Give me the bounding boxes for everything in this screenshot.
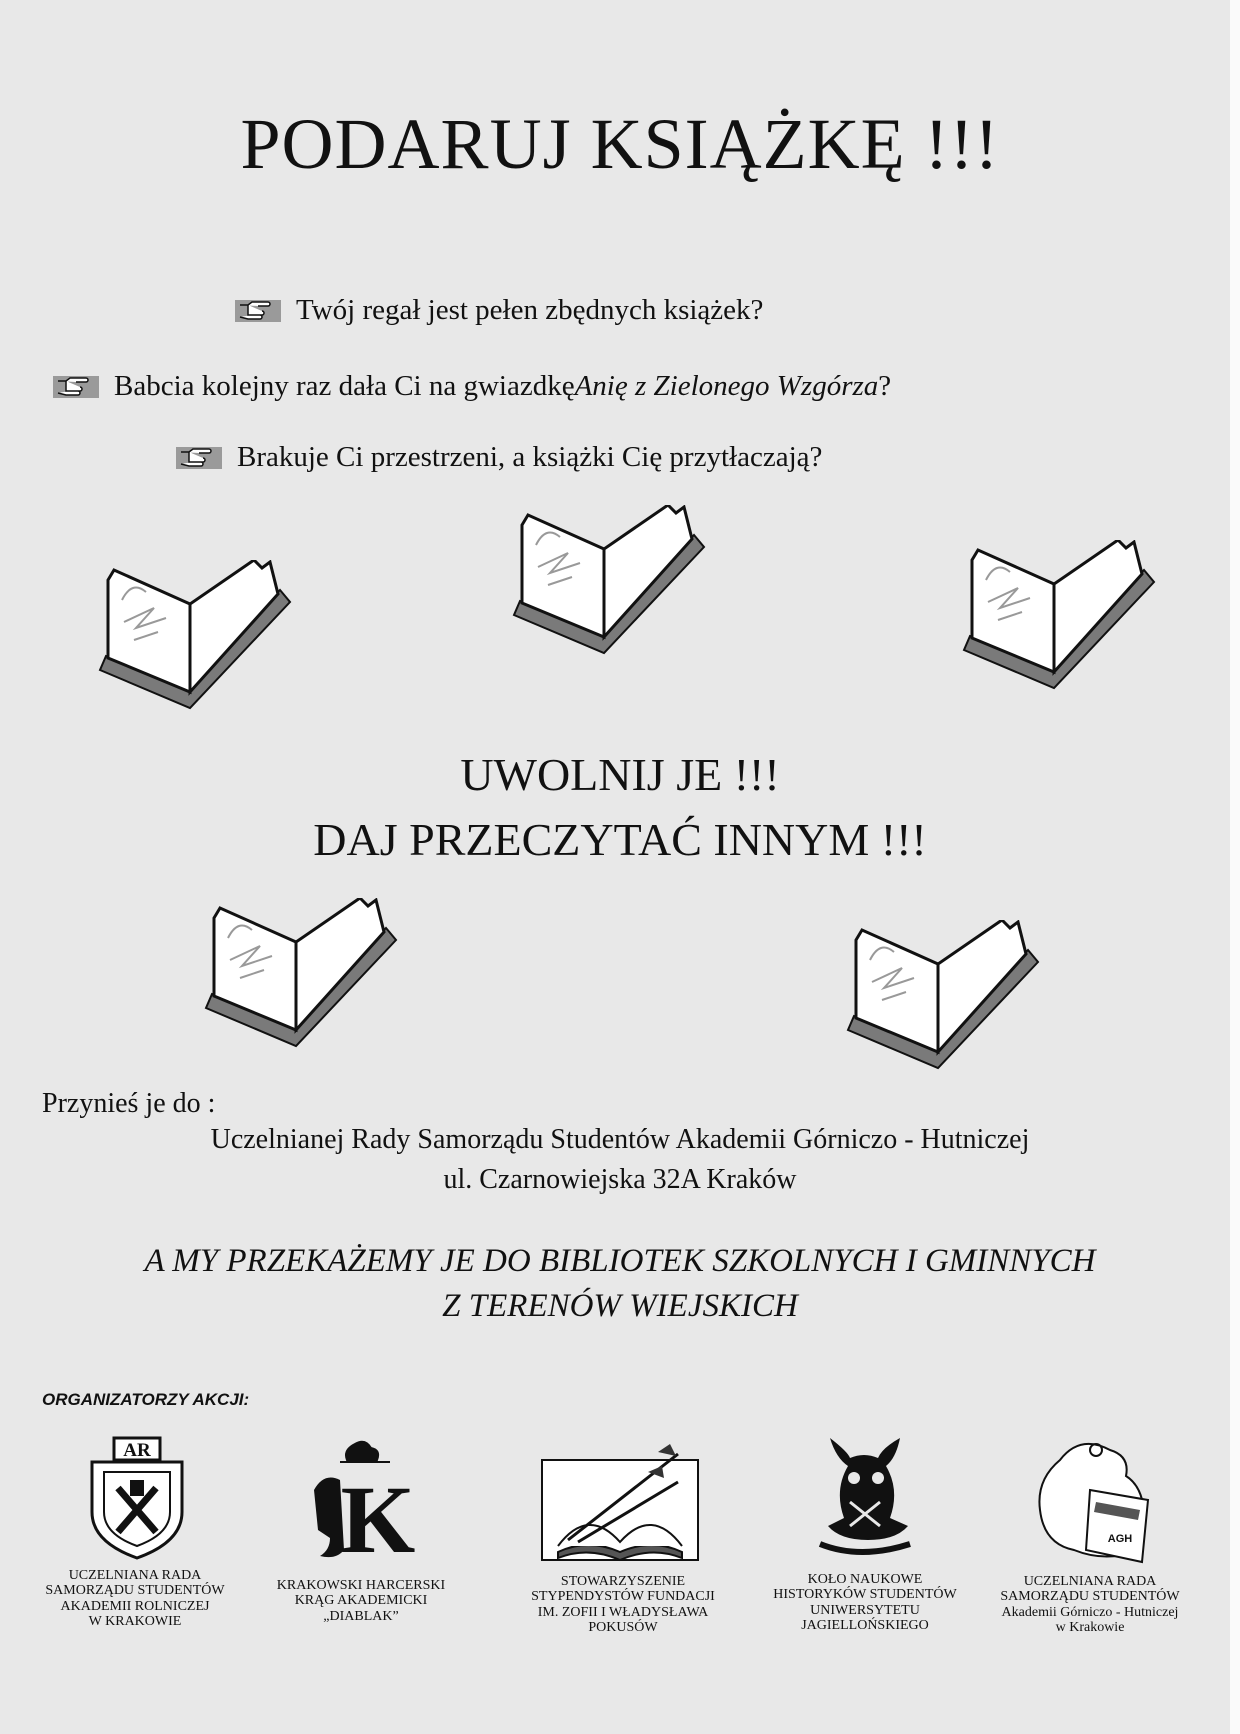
pointing-hand-icon (52, 373, 100, 401)
open-book-icon (94, 560, 294, 710)
owl-logo (800, 1432, 930, 1562)
open-book-icon (958, 540, 1158, 690)
organizer-4-label: KOŁO NAUKOWE HISTORYKÓW STUDENTÓW UNIWERSYTETU JAGIELLOŃSKIEGO (773, 1572, 957, 1634)
organizer-5-label: UCZELNIANA RADA SAMORZĄDU STUDENTÓW Akademii Górniczo - Hutniczej w Krakowie (1000, 1574, 1180, 1636)
question-1 (234, 296, 763, 325)
pointing-hand-icon (175, 444, 223, 472)
scan-edge (1230, 0, 1240, 1734)
open-book-icon (200, 898, 400, 1048)
question-3 (175, 443, 822, 472)
organizer-3-label: STOWARZYSZENIE STYPENDYSTÓW FUNDACJI IM. ZOFII I WŁADYSŁAWA POKUSÓW (531, 1574, 715, 1636)
question-3-text: Brakuje Ci przestrzeni, a książki Cię przytłaczają? (237, 441, 823, 473)
organizer-2-label: KRAKOWSKI HARCERSKI KRĄG AKADEMICKI „DIABLAK” (276, 1578, 446, 1624)
agh-logo-text: AGH (1107, 1533, 1133, 1545)
ar-crest-logo (72, 1432, 202, 1562)
question-1-text: Twój regał jest pełen zbędnych książek? (296, 294, 764, 326)
tagline-line-2: Z TERENÓW WIEJSKICH (442, 1288, 798, 1324)
question-2-book-title: Anię z Zielonego Wzgórza (574, 370, 879, 402)
question-2 (52, 372, 891, 401)
slogan-line-2: DAJ PRZECZYTAĆ INNYM !!! (313, 814, 927, 865)
address-line-1: Uczelnianej Rady Samorządu Studentów Akademii Górniczo - Hutniczej (210, 1124, 1030, 1155)
scholarship-association-logo (538, 1442, 706, 1570)
slogan-line-1: UWOLNIJ JE !!! (460, 749, 780, 800)
page-title: PODARUJ KSIĄŻKĘ !!! (240, 104, 1000, 184)
open-book-icon (508, 505, 708, 655)
address-line-2: ul. Czarnowiejska 32A Kraków (443, 1164, 797, 1195)
agh-mascot-logo (1020, 1430, 1170, 1570)
pointing-hand-icon (234, 297, 282, 325)
organizer-1-label: UCZELNIANA RADA SAMORZĄDU STUDENTÓW AKADEMII ROLNICZEJ W KRAKOWIE (45, 1568, 225, 1630)
bring-intro: Przynieś je do : (42, 1088, 216, 1119)
diablak-logo (300, 1440, 430, 1570)
tagline-line-1: A MY PRZEKAŻEMY JE DO BIBLIOTEK SZKOLNYCH I GMINNYCH (144, 1243, 1096, 1279)
organizers-heading: ORGANIZATORZY AKCJI: (42, 1390, 250, 1409)
ar-logo-text: AR (123, 1440, 151, 1461)
open-book-icon (842, 920, 1042, 1070)
question-2-text-post: ? (878, 370, 892, 402)
diablak-logo-letter: K (340, 1466, 416, 1570)
question-2-text-pre: Babcia kolejny raz dała Ci na gwiazdkę (114, 370, 575, 402)
